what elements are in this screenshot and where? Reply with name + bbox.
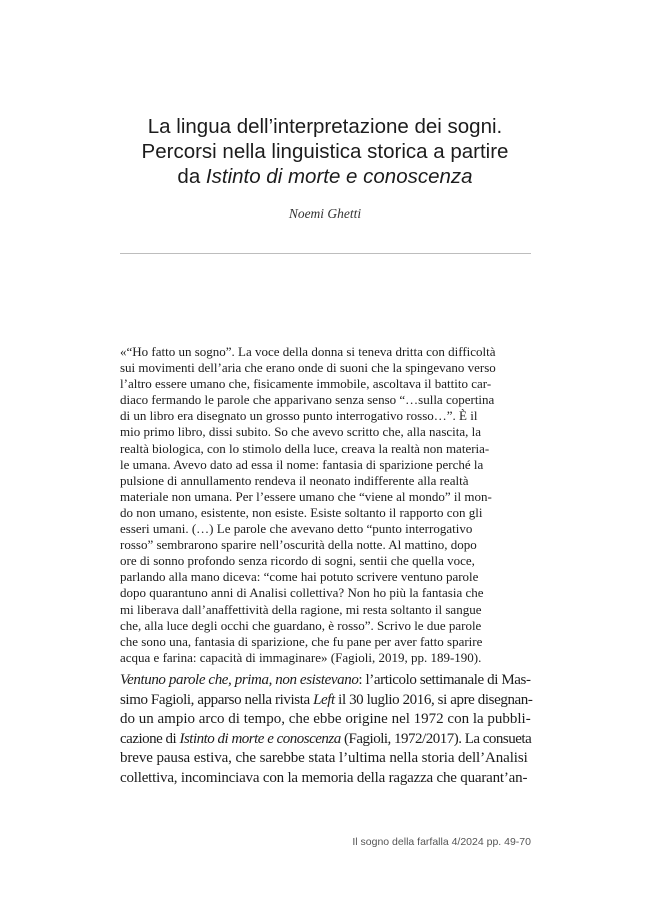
quote-line: acqua e farina: capacità di immaginare» (Fagioli, 2019, pp. 189-190). [120,649,482,665]
quote-line: che sono una, fantasia di sparizione, che fu pane per aver fatto sparire [120,633,483,649]
quote-line: dopo quarantuno anni di Analisi collettiva? Non ho più la fantasia che [120,585,484,601]
quote-line: di un libro era disegnato un grosso punto interrogativo rosso…”. È il [120,408,478,424]
body-line [120,671,533,691]
quote-line: esseri umani. (…) Le parole che avevano detto “punto interrogativo [120,521,473,537]
body-line: breve pausa estiva, che sarebbe stata l’ultima nella storia dell’Analisi [120,750,528,767]
body-line [120,730,533,750]
title-divider [120,253,531,254]
quote-line: do non umano, esistente, non esiste. Esiste soltanto il rapporto con gli [120,504,483,520]
quote-line: ore di sonno profondo senza ricordo di sogni, sentii che quella voce, [120,553,475,569]
body-text-run: il 30 luglio 2016, si apre disegnan- [334,691,533,708]
article-title [90,114,560,189]
quote-line: parlando alla mano diceva: “come hai potuto scrivere ventuno parole [120,569,479,585]
title-prefix: da [177,165,206,188]
title-book-italic: Istinto di morte e conoscenza [205,165,473,188]
quote-line: mio primo libro, dissi subito. So che avevo scritto che, alla nascita, la [120,424,482,440]
body-text-run: simo Fagioli, apparso nella rivista [120,691,314,708]
quote-line: sui movimenti dell’aria che erano onde di suoni che la spingevano verso [120,360,496,376]
author-name: Noemi Ghetti [288,206,362,221]
title-line: Percorsi nella linguistica storica a partire [141,140,509,163]
quote-line: «“Ho fatto un sogno”. La voce della donna si teneva dritta con difficoltà [120,344,496,359]
quote-line: diaco fermando le parole che apparivano senza senso “…sulla copertina [120,392,495,408]
title-line [90,164,560,189]
quote-line: l’altro essere umano che, fisicamente immobile, ascoltava il battito car- [120,376,492,392]
epigraph-quote [120,344,535,666]
quote-line: che, alla luce degli occhi che guardano, è rosso”. Scrivo le due parole [120,617,482,633]
body-line: collettiva, incominciava con la memoria della ragazza che quarant’an- [120,769,528,786]
title-line: La lingua dell’interpretazione dei sogni. [147,115,503,138]
quote-line: rosso” sembrarono sparire nell’oscurità della notte. Al mattino, dopo [120,537,477,553]
quote-line: realtà biologica, con lo stimolo della luce, creava la realtà non materia- [120,440,490,456]
quote-line: pulsione di annullamento rendeva il neonato indifferente alla realtà [120,472,469,488]
body-line [120,691,533,711]
body-italic: Istinto di morte e conoscenza [179,730,341,747]
body-line: do un ampio arco di tempo, che ebbe origine nel 1972 con la pubbli- [120,711,531,728]
body-italic: Left [313,691,335,708]
body-text-run: cazione di [120,730,180,747]
quote-line: mi liberava dall’anaffettività della ragione, mi resta soltanto il sangue [120,601,482,617]
body-text-run: (Fagioli, 1972/2017). La consueta [340,730,532,747]
running-footer: Il sogno della farfalla 4/2024 pp. 49-70 [352,836,531,848]
body-text [120,671,533,789]
body-italic: Ventuno parole che, prima, non esistevano [120,672,359,688]
quote-line: le umana. Avevo dato ad essa il nome: fantasia di sparizione perché la [120,456,484,472]
quote-line: materiale non umana. Per l’essere umano che “viene al mondo” il mon- [120,488,492,504]
body-text-run: : l’articolo settimanale di Mas- [358,672,531,688]
